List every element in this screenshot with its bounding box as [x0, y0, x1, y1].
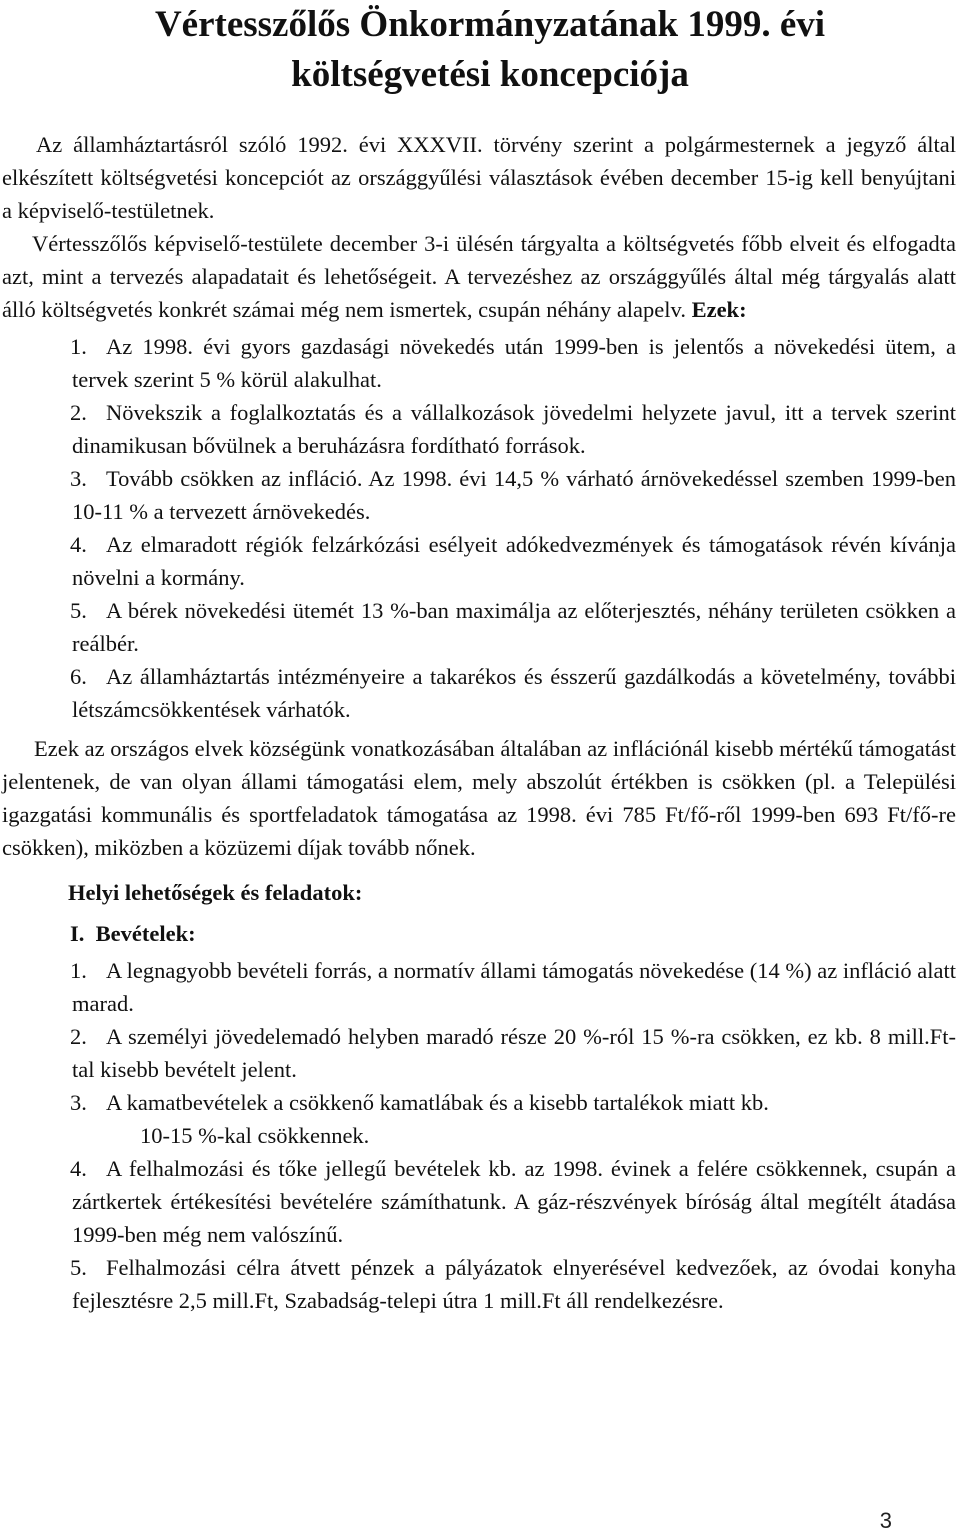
list-item — [2, 1086, 956, 1152]
item-number: 2. — [70, 400, 87, 425]
list-item — [2, 1251, 956, 1317]
subsection-number: I. — [70, 921, 85, 946]
list-item — [2, 954, 956, 1020]
ezek-label: Ezek: — [691, 297, 747, 322]
item-text: A személyi jövedelemadó helyben maradó része 20 %-ról 15 %-ra csökken, ez kb. 8 mill.Ft-tal kisebb bevételt jelent. — [72, 1024, 956, 1082]
summary-paragraph: Ezek az országos elvek községünk vonatkozásában általában az inflációnál kisebb mértékű támogatást jelentenek, de van olyan állami támogatási elem, mely abszolút értékben is csökken (pl. a Települési igazgatási kommunális és sportfeladatok támogatása az 1998. évi 785 Ft/fő-ről 1999-ben 693 Ft/fő-re csökken), miközben a közüzemi díjak tovább nőnek. — [2, 736, 956, 860]
list-item — [2, 396, 956, 462]
item-number: 4. — [70, 1156, 87, 1181]
page-number: 3 — [879, 1508, 892, 1533]
document-body — [2, 128, 956, 1317]
list-item — [2, 1020, 956, 1086]
item-number: 4. — [70, 532, 87, 557]
item-text: A felhalmozási és tőke jellegű bevételek kb. az 1998. évinek a felére csökkennek, csupán a zártkertek értékesítési bevételére számíthatunk. A gáz-részvények bíróság által megítélt átadása 1999-ben még nem valószínű. — [72, 1156, 956, 1247]
intro-paragraph: Az államháztartásról szóló 1992. évi XXXVII. törvény szerint a polgármesternek a jegyző által elkészített költségvetési koncepciót az országgyűlési választások évében december 15-ig kell benyújtani a képviselő-testületnek. — [2, 132, 956, 223]
item-text: Növekszik a foglalkoztatás és a vállalkozások jövedelmi helyzete javul, itt a tervek szerint dinamikusan bővülnek a beruházásra fordítható források. — [72, 400, 956, 458]
item-text: Tovább csökken az infláció. Az 1998. évi 14,5 % várható árnövekedéssel szemben 1999-ben 10-11 % a tervezett árnövekedés. — [72, 466, 956, 524]
principles-list — [2, 330, 956, 726]
list-item — [2, 660, 956, 726]
item-text: A kamatbevételek a csökkenő kamatlábak és a kisebb tartalékok miatt kb. — [106, 1090, 769, 1115]
item-number: 6. — [70, 664, 87, 689]
revenues-list — [2, 954, 956, 1317]
subsection-heading — [36, 917, 956, 950]
list-item — [2, 594, 956, 660]
item-number: 5. — [70, 598, 87, 623]
item-text-continued: 10-15 %-kal csökkennek. — [140, 1123, 370, 1148]
list-item — [2, 462, 956, 528]
list-item — [2, 330, 956, 396]
item-number: 2. — [70, 1024, 87, 1049]
subsection-label: Bevételek: — [95, 921, 196, 946]
item-text: Az államháztartás intézményeire a takarékos és ésszerű gazdálkodás a követelmény, további létszámcsökkentések várhatók. — [72, 664, 956, 722]
intro-text: Vértesszőlős képviselő-testülete december 3-i ülésén tárgyalta a költségvetés főbb elveit és elfogadta azt, mint a tervezés alapadatait és lehetőségeit. A tervezéshez az országgyűlés által még tárgyalás alatt álló költségvetés konkrét számai még nem ismertek, csupán néhány alapelv. — [2, 231, 956, 322]
item-number: 1. — [70, 334, 87, 359]
item-text: A legnagyobb bevételi forrás, a normatív állami támogatás növekedése (14 %) az infláció alatt marad. — [72, 958, 956, 1016]
item-text: Az 1998. évi gyors gazdasági növekedés után 1999-ben is jelentős a növekedési ütem, a tervek szerint 5 % körül alakulhat. — [72, 334, 956, 392]
item-number: 5. — [70, 1255, 87, 1280]
item-number: 3. — [70, 1090, 87, 1115]
item-number: 3. — [70, 466, 87, 491]
list-item — [2, 528, 956, 594]
item-text: Felhalmozási célra átvett pénzek a pályázatok elnyerésével kedvezőek, az óvodai konyha fejlesztésre 2,5 mill.Ft, Szabadság-telepi útra 1 mill.Ft áll rendelkezésre. — [72, 1255, 956, 1313]
item-text: A bérek növekedési ütemét 13 %-ban maximálja az előterjesztés, néhány területen csökken a reálbér. — [72, 598, 956, 656]
list-item — [2, 1152, 956, 1251]
section-heading: Helyi lehetőségek és feladatok: — [68, 880, 363, 905]
item-number: 1. — [70, 958, 87, 983]
intro-paragraph-2 — [2, 227, 956, 326]
page-title: Vértesszőlős Önkormányzatának 1999. évi költségvetési koncepciója — [154, 4, 826, 95]
item-text: Az elmaradott régiók felzárkózási esélyeit adókedvezmények és támogatások révén kívánja növelni a kormány. — [72, 532, 956, 590]
